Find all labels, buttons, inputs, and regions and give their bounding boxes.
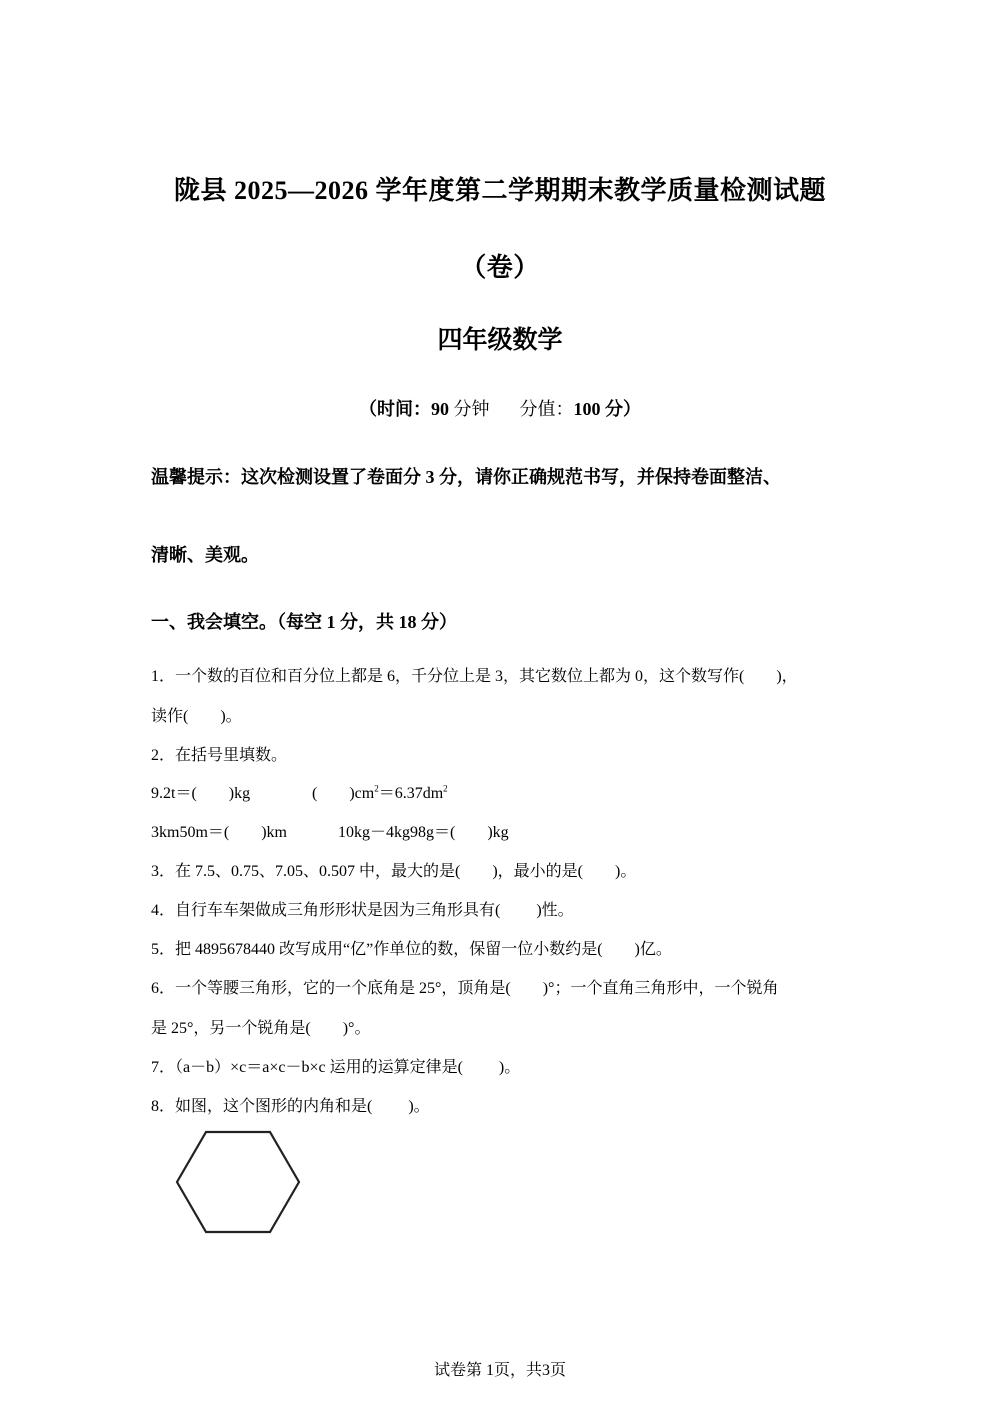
question-2-item-a: 9.2t＝( )kg [151, 785, 251, 802]
page-footer: 试卷第 1页，共3页 [433, 1362, 566, 1379]
question-2-item-b [312, 780, 448, 803]
score-label: 分值： [519, 399, 574, 419]
question-1-line-2: 读作( )。 [151, 708, 242, 725]
question-5: 5．把 4895678440 改写成用“亿”作单位的数，保留一位小数约是( )亿。 [151, 941, 672, 958]
question-2-item-c: 3km50m＝( )km [151, 824, 287, 841]
time-value: 90 [431, 399, 449, 419]
question-7: 7．（a－b）×c＝a×c－b×c 运用的运算定律是( )。 [151, 1059, 521, 1076]
question-3: 3．在 7.5、0.75、7.05、0.507 中，最大的是( )，最小的是( )。 [151, 863, 637, 880]
question-2-item-d: 10kg－4kg98g＝( )kg [338, 824, 509, 841]
exam-title: 陇县 2025—2026 学年度第二学期期末教学质量检测试题 [173, 176, 826, 205]
exam-title-volume: （卷） [460, 253, 540, 282]
hexagon-figure [172, 1128, 304, 1238]
question-8: 8．如图，这个图形的内角和是( )。 [151, 1098, 430, 1115]
score-unit: 分） [605, 399, 641, 419]
score-value: 100 [573, 399, 601, 419]
time-unit: 分钟 [453, 399, 490, 419]
question-2: 2．在括号里填数。 [151, 747, 288, 764]
hexagon-shape [177, 1132, 299, 1232]
question-4: 4．自行车车架做成三角形形状是因为三角形具有( )性。 [151, 902, 574, 919]
question-6-line-2: 是 25°，另一个锐角是( )°。 [151, 1020, 371, 1037]
q2b-sup-2: 2 [443, 783, 448, 794]
time-score-line [0, 395, 1000, 421]
section-heading: 一、我会填空。（每空 1 分，共 18 分） [151, 612, 457, 632]
q2b-mid: ＝6.37dm [378, 785, 444, 802]
question-1-line-1: 1．一个数的百位和百分位上都是 6，千分位上是 3，其它数位上都为 0，这个数写作( )， [151, 668, 798, 685]
q2b-pre: ( )cm [312, 785, 375, 802]
hint-line-1: 温馨提示：这次检测设置了卷面分 3 分，请你正确规范书写，并保持卷面整洁、 [151, 467, 781, 487]
q2b-sup-1: 2 [374, 783, 379, 794]
time-label: （时间： [359, 399, 431, 419]
hint-line-2: 清晰、美观。 [151, 545, 259, 565]
exam-subject: 四年级数学 [437, 327, 563, 354]
question-6-line-1: 6．一个等腰三角形，它的一个底角是 25°，顶角是( )°；一个直角三角形中，一个锐角 [151, 980, 779, 997]
